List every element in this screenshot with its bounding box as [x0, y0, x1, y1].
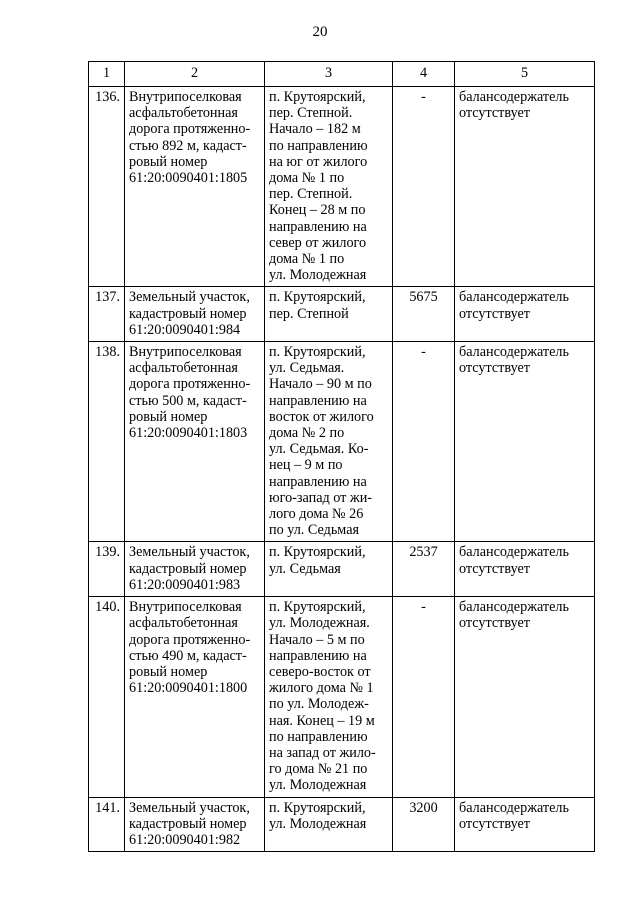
table-row	[89, 342, 595, 542]
balance-holder: балансодержатель отсутствует	[455, 287, 595, 342]
object-description: Внутрипоселковая асфальтобетонная дорога протяженно- стью 490 м, кадаст- ровый номер 61:20:0090401:1800	[125, 597, 265, 797]
object-description: Земельный участок, кадастровый номер 61:20:0090401:984	[125, 287, 265, 342]
object-description: Земельный участок, кадастровый номер 61:20:0090401:983	[125, 542, 265, 597]
object-location: п. Крутоярский, ул. Седьмая. Начало – 90 м по направлению на восток от жилого дома № 2 по ул. Седьмая. Ко- нец – 9 м по направлению на юго-запад от жи- лого дома № 26 по ул. Седьмая	[265, 342, 393, 542]
row-number: 141.	[89, 797, 125, 852]
table-row	[89, 797, 595, 852]
row-number: 136.	[89, 87, 125, 287]
object-location: п. Крутоярский, ул. Седьмая	[265, 542, 393, 597]
column-header-1: 1	[89, 62, 125, 87]
row-number: 139.	[89, 542, 125, 597]
table-row	[89, 287, 595, 342]
object-location: п. Крутоярский, ул. Молодежная	[265, 797, 393, 852]
row-number: 137.	[89, 287, 125, 342]
object-area: -	[393, 342, 455, 542]
object-description: Земельный участок, кадастровый номер 61:20:0090401:982	[125, 797, 265, 852]
object-area: 5675	[393, 287, 455, 342]
object-area: 3200	[393, 797, 455, 852]
balance-holder: балансодержатель отсутствует	[455, 542, 595, 597]
property-table	[88, 61, 595, 852]
object-location: п. Крутоярский, ул. Молодежная. Начало – 5 м по направлению на северо-восток от жилого дома № 1 по ул. Молодеж- ная. Конец – 19 м по направлению на запад от жило- го дома № 21 по ул. Молодежная	[265, 597, 393, 797]
balance-holder: балансодержатель отсутствует	[455, 597, 595, 797]
object-description: Внутрипоселковая асфальтобетонная дорога протяженно- стью 892 м, кадаст- ровый номер 61:20:0090401:1805	[125, 87, 265, 287]
balance-holder: балансодержатель отсутствует	[455, 797, 595, 852]
object-location: п. Крутоярский, пер. Степной. Начало – 182 м по направлению на юг от жилого дома № 1 по пер. Степной. Конец – 28 м по направлению на север от жилого дома № 1 по ул. Молодежная	[265, 87, 393, 287]
column-header-3: 3	[265, 62, 393, 87]
column-header-5: 5	[455, 62, 595, 87]
table-row	[89, 87, 595, 287]
object-location: п. Крутоярский, пер. Степной	[265, 287, 393, 342]
object-area: 2537	[393, 542, 455, 597]
object-description: Внутрипоселковая асфальтобетонная дорога протяженно- стью 500 м, кадаст- ровый номер 61:20:0090401:1803	[125, 342, 265, 542]
header-row	[89, 62, 595, 87]
object-area: -	[393, 87, 455, 287]
column-header-4: 4	[393, 62, 455, 87]
object-area: -	[393, 597, 455, 797]
balance-holder: балансодержатель отсутствует	[455, 87, 595, 287]
column-header-2: 2	[125, 62, 265, 87]
row-number: 140.	[89, 597, 125, 797]
row-number: 138.	[89, 342, 125, 542]
balance-holder: балансодержатель отсутствует	[455, 342, 595, 542]
page-number: 20	[312, 24, 328, 40]
table-row	[89, 597, 595, 797]
table-row	[89, 542, 595, 597]
